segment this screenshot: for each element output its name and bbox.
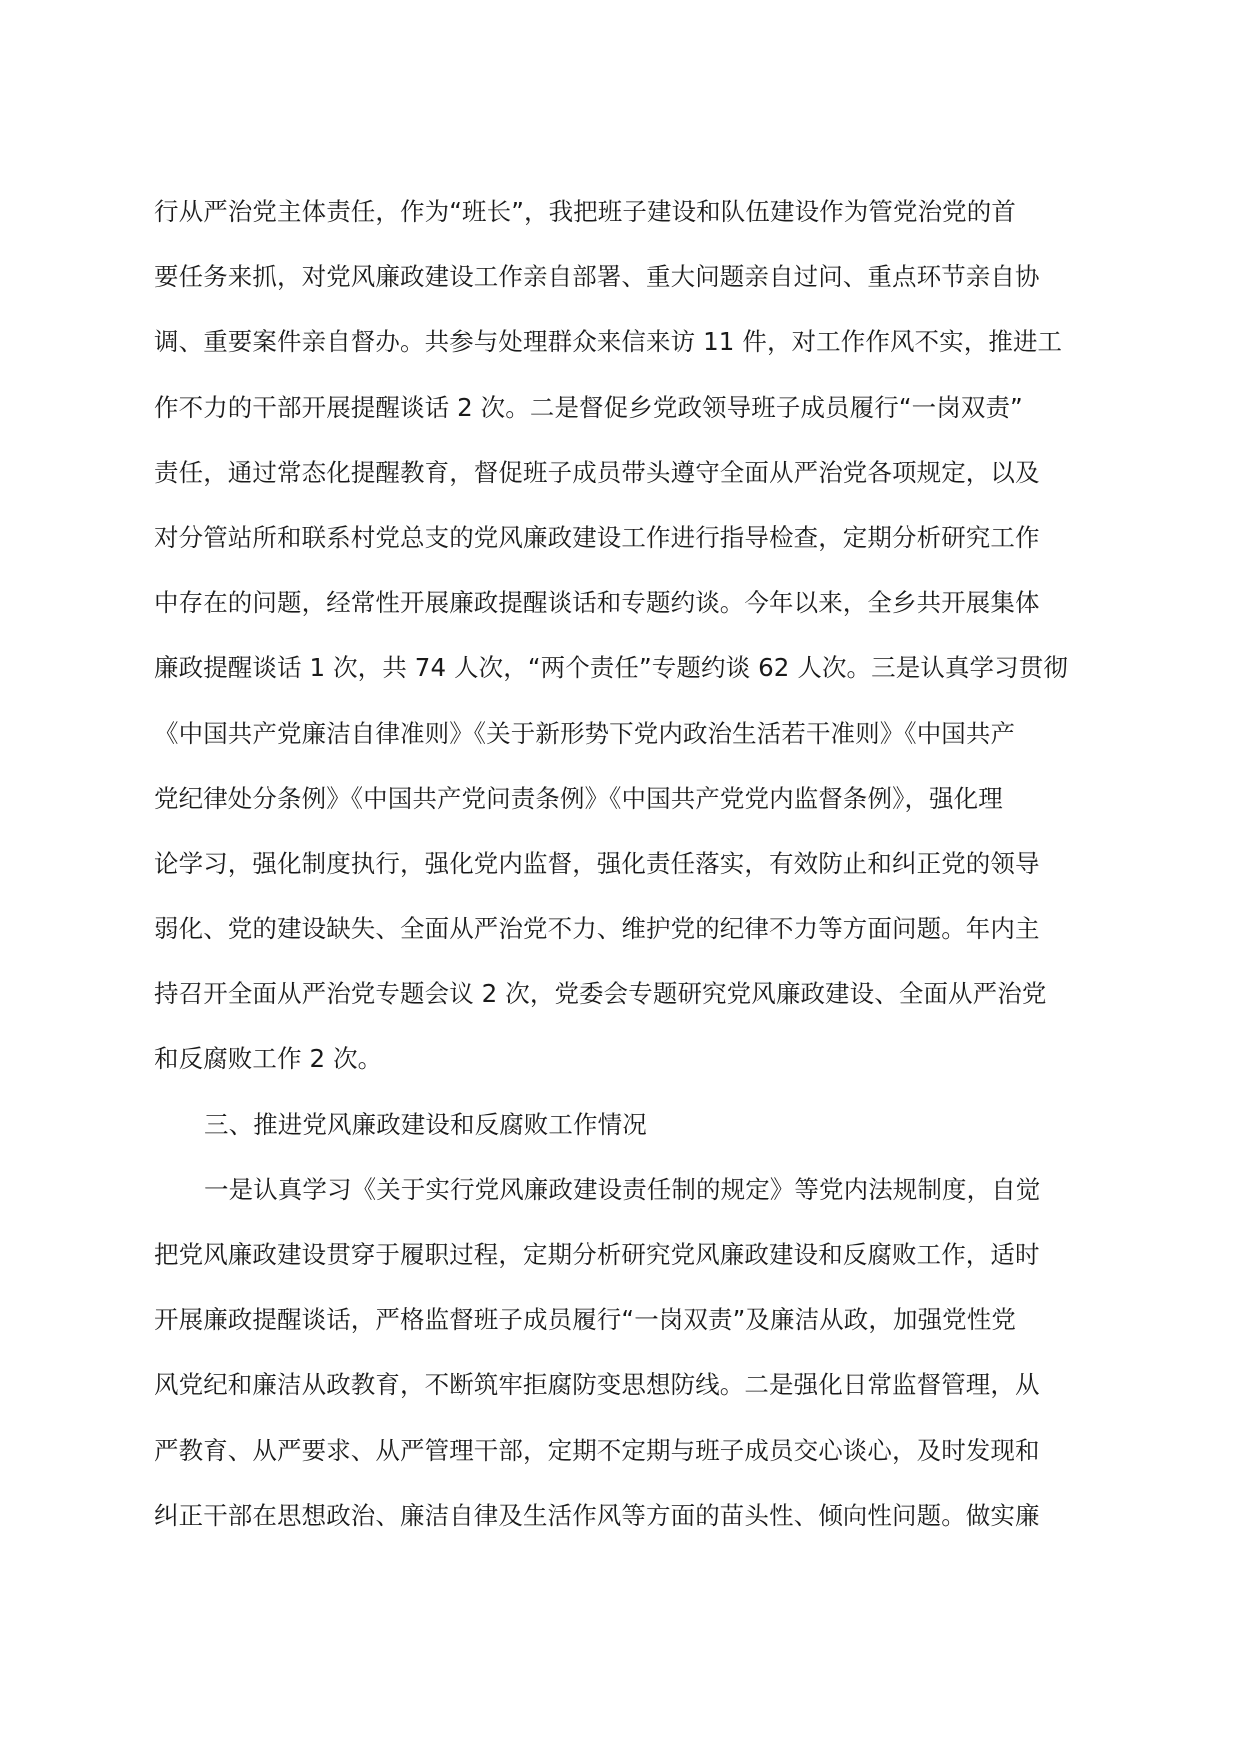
paragraph-first-line: 三、推进党风廉政建设和反腐败工作情况 [204,1109,647,1139]
text-line: 和反腐败工作 2 次。 [154,1044,383,1074]
text-line: 作不力的干部开展提醒谈话 2 次。二是督促乡党政领导班子成员履行“一岗双责” [154,392,1023,422]
text-line: 责任，通过常态化提醒教育，督促班子成员带头遵守全面从严治党各项规定，以及 [154,457,1040,487]
text-line: 《中国共产党廉洁自律准则》《关于新形势下党内政治生活若干准则》《中国共产 [154,718,1016,748]
text-line: 持召开全面从严治党专题会议 2 次，党委会专题研究党风廉政建设、全面从严治党 [154,979,1047,1009]
text-line: 开展廉政提醒谈话，严格监督班子成员履行“一岗双责”及廉洁从政，加强党性党 [154,1305,1016,1335]
text-line: 党纪律处分条例》《中国共产党问责条例》《中国共产党党内监督条例》，强化理 [154,783,1003,813]
text-line: 弱化、党的建设缺失、全面从严治党不力、维护党的纪律不力等方面问题。年内主 [154,914,1040,944]
text-line: 把党风廉政建设贯穿于履职过程，定期分析研究党风廉政建设和反腐败工作，适时 [154,1240,1040,1269]
paragraph-first-line: 一是认真学习《关于实行党风廉政建设责任制的规定》等党内法规制度，自觉 [204,1174,1041,1204]
text-line: 对分管站所和联系村党总支的党风廉政建设工作进行指导检查，定期分析研究工作 [154,522,1040,552]
text-line: 要任务来抓，对党风廉政建设工作亲自部署、重大问题亲自过问、重点环节亲自协 [154,262,1040,292]
text-line: 中存在的问题，经常性开展廉政提醒谈话和专题约谈。今年以来，全乡共开展集体 [154,588,1040,618]
text-line: 风党纪和廉洁从政教育，不断筑牢拒腐防变思想防线。二是强化日常监督管理，从 [154,1370,1040,1400]
body-text [154,190,1084,1559]
text-line: 纠正干部在思想政治、廉洁自律及生活作风等方面的苗头性、倾向性问题。做实廉 [154,1500,1040,1530]
text-line: 行从严治党主体责任，作为“班长”，我把班子建设和队伍建设作为管党治党的首 [154,197,1016,226]
text-line: 调、重要案件亲自督办。共参与处理群众来信来访 11 件，对工作作风不实，推进工 [154,327,1063,357]
text-line: 论学习，强化制度执行，强化党内监督，强化责任落实，有效防止和纠正党的领导 [154,848,1040,878]
text-line: 廉政提醒谈话 1 次，共 74 人次，“两个责任”专题约谈 62 人次。三是认真学习贯彻 [154,653,1068,683]
text-line: 严教育、从严要求、从严管理干部，定期不定期与班子成员交心谈心，及时发现和 [154,1435,1040,1465]
